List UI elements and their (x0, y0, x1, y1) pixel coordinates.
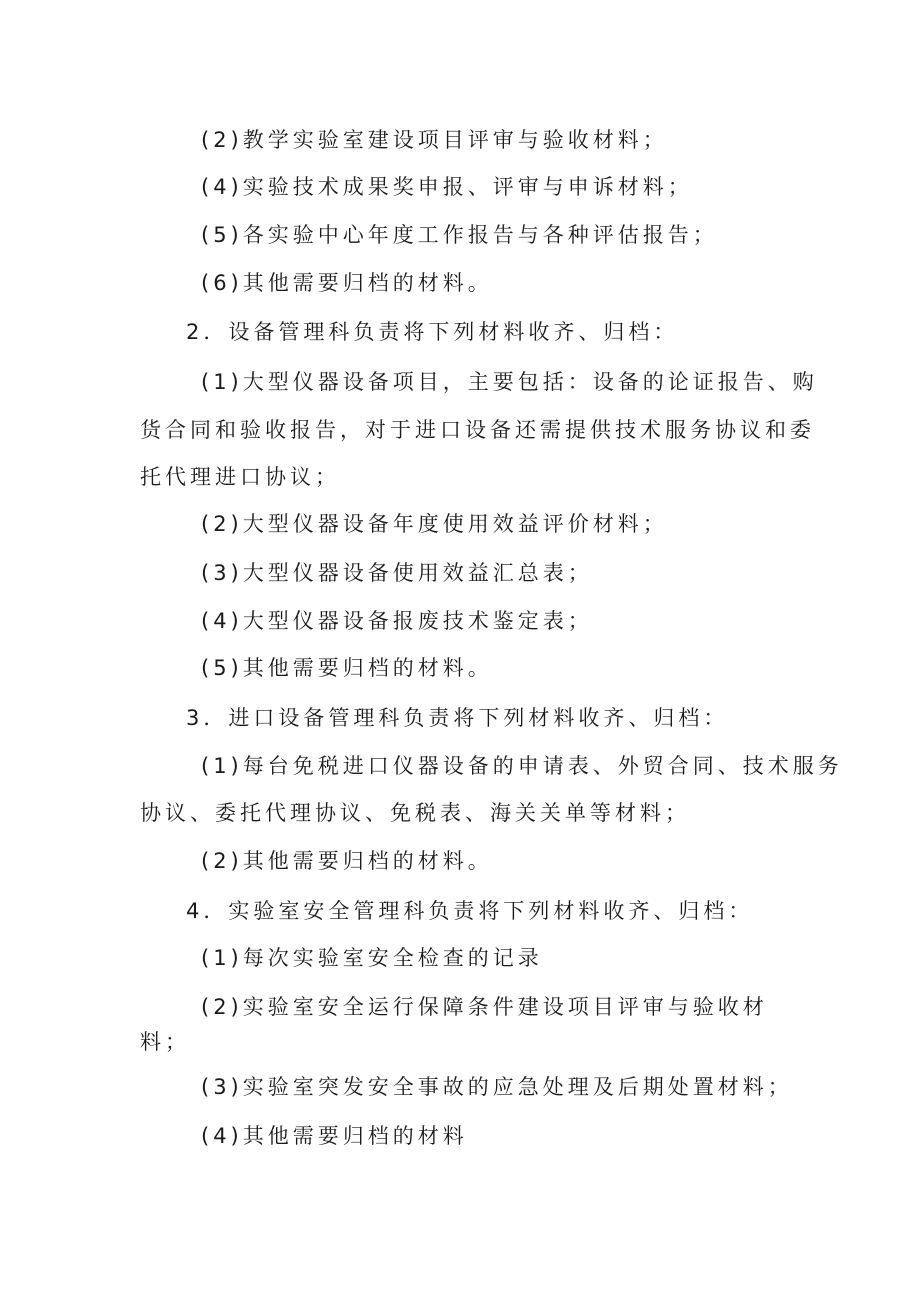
list-item: (2)大型仪器设备年度使用效益评价材料； (201, 512, 668, 536)
section-heading: 4．实验室安全管理科负责将下列材料收齐、归档： (186, 899, 754, 923)
list-item: (2)实验室安全运行保障条件建设项目评审与验收材 (201, 995, 768, 1019)
list-item: (1)每次实验室安全检查的记录 (201, 946, 543, 970)
list-item: (2)其他需要归档的材料。 (201, 849, 493, 873)
list-item: (2)教学实验室建设项目评审与验收材料； (201, 128, 668, 152)
list-item: (4)实验技术成果奖申报、评审与申诉材料； (201, 175, 693, 199)
continuation-line: 货合同和验收报告，对于进口设备还需提供技术服务协议和委 (140, 418, 815, 442)
list-item: (4)其他需要归档的材料 (201, 1124, 468, 1148)
continuation-line: 协议、委托代理协议、免税表、海关关单等材料； (140, 801, 690, 825)
section-heading: 2．设备管理科负责将下列材料收齐、归档： (186, 320, 679, 344)
continuation-line: 料； (140, 1030, 190, 1054)
list-item: (5)各实验中心年度工作报告与各种评估报告； (201, 223, 718, 247)
list-item: (1)大型仪器设备项目，主要包括：设备的论证报告、购 (201, 370, 818, 394)
list-item: (3)大型仪器设备使用效益汇总表； (201, 561, 593, 585)
list-item: (4)大型仪器设备报废技术鉴定表； (201, 609, 593, 633)
list-item: (6)其他需要归档的材料。 (201, 271, 493, 295)
list-item: (1)每台免税进口仪器设备的申请表、外贸合同、技术服务 (201, 754, 843, 778)
section-heading: 3．进口设备管理科负责将下列材料收齐、归档： (186, 706, 729, 730)
continuation-line: 托代理进口协议； (140, 465, 340, 489)
list-item: (3)实验室突发安全事故的应急处理及后期处置材料； (201, 1075, 793, 1099)
list-item: (5)其他需要归档的材料。 (201, 656, 493, 680)
